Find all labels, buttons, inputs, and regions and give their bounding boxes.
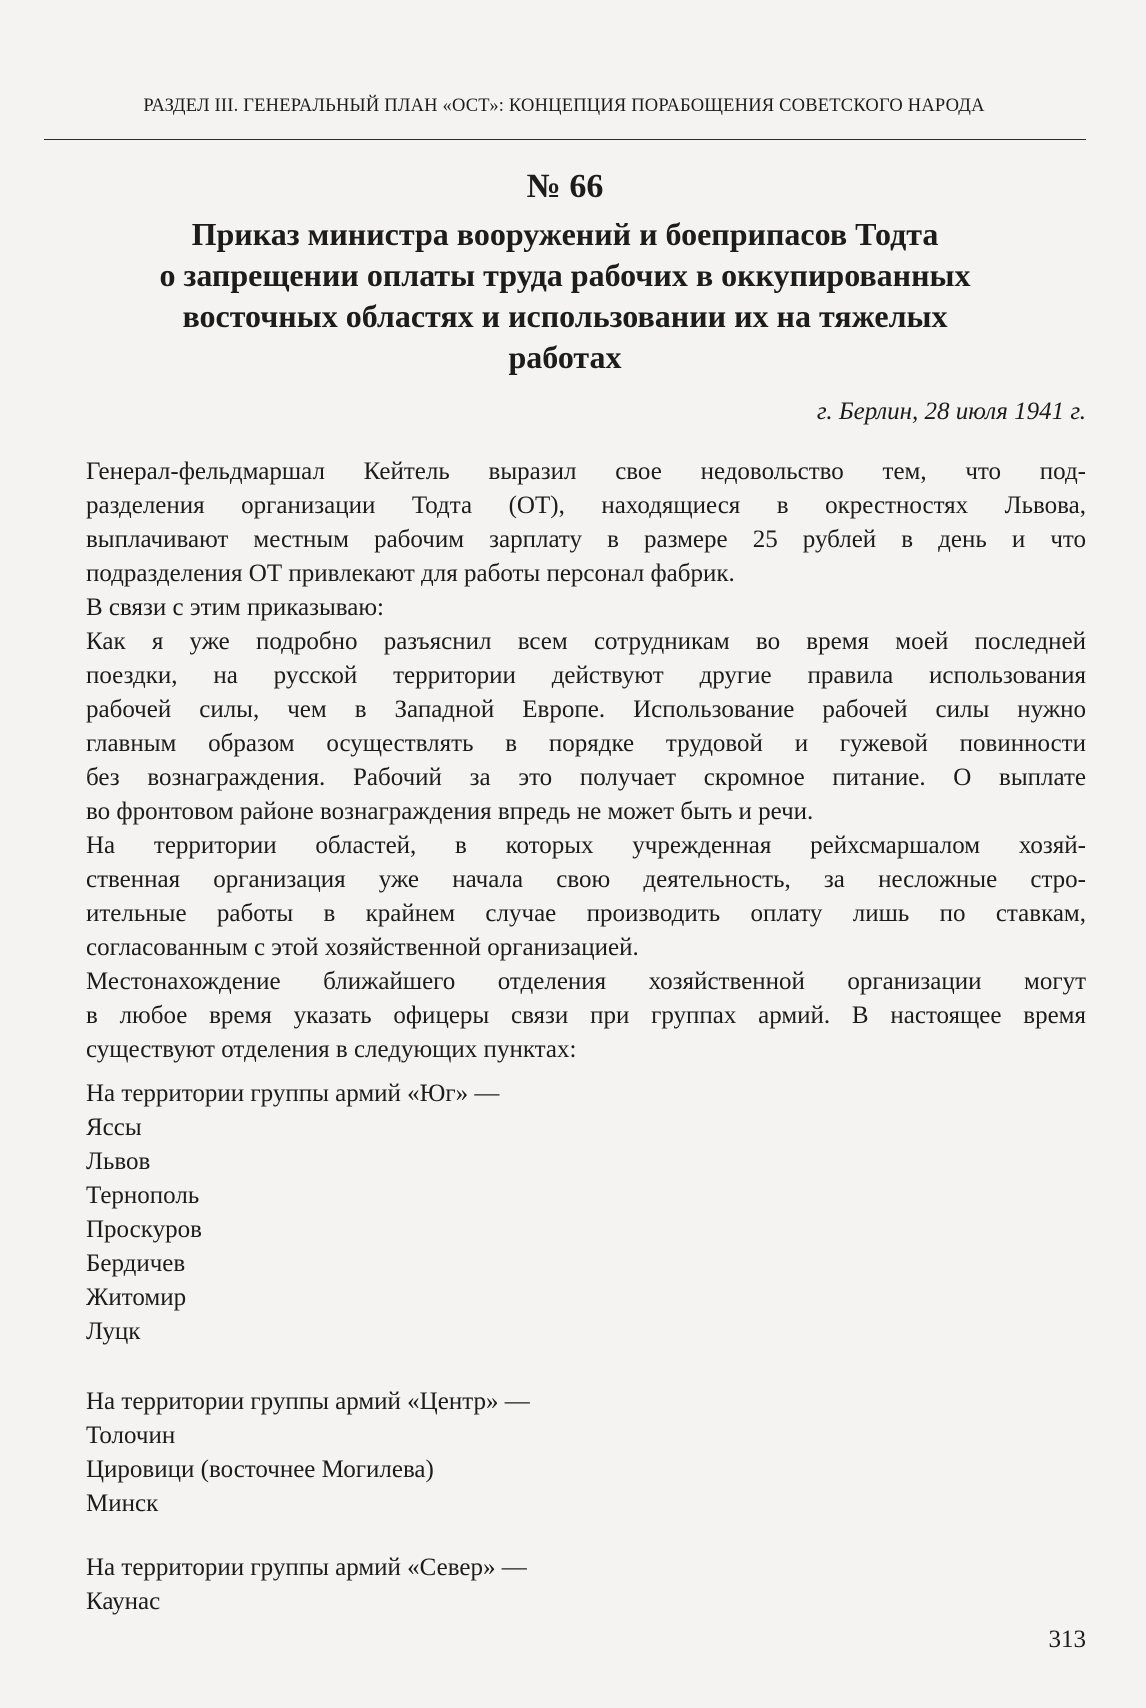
city-item: Проскуров [86,1216,202,1243]
city-item: Толочин [86,1422,176,1449]
paragraph-4 [86,829,1086,965]
page-number: 313 [1048,1626,1086,1653]
text-line: поездки, на русской территории действуют другие правила использования [86,662,1086,689]
city-item: Цировици (восточнее Могилева) [86,1456,434,1483]
text-line: без вознаграждения. Рабочий за это получает скромное питание. О выплате [86,764,1086,791]
title-line: о запрещении оплаты труда рабочих в оккупированных [159,257,971,293]
city-item: Луцк [86,1318,141,1345]
document-title [80,214,1050,378]
city-item: Каунас [86,1588,161,1615]
place-date: г. Берлин, 28 июля 1941 г. [816,398,1086,425]
running-head: РАЗДЕЛ III. ГЕНЕРАЛЬНЫЙ ПЛАН «ОСТ»: КОНЦЕПЦИЯ ПОРАБОЩЕНИЯ СОВЕТСКОГО НАРОДА [143,96,985,116]
text-line: в любое время указать офицеры связи при группах армий. В настоящее время [86,1002,1086,1029]
text-line: В связи с этим приказываю: [86,594,384,621]
text-line: Как я уже подробно разъяснил всем сотрудникам во время моей последней [86,628,1086,655]
city-item: Яссы [86,1114,142,1141]
body-text [86,455,1086,1067]
locations-heading: На территории группы армий «Север» — [86,1554,527,1581]
text-line: Местонахождение ближайшего отделения хозяйственной организации могут [86,968,1086,995]
paragraph-2 [86,591,1086,625]
text-line: во фронтовом районе вознаграждения впредь не может быть и речи. [86,798,814,825]
paragraph-5 [86,965,1086,1067]
document-number: № 66 [526,168,604,205]
city-item: Бердичев [86,1250,186,1277]
text-line: подразделения ОТ привлекают для работы персонал фабрик. [86,560,735,587]
title-line: восточных областях и использовании их на тяжелых [182,298,948,334]
locations-south [86,1077,499,1349]
text-line: выплачивают местным рабочим зарплату в размере 25 рублей в день и что [86,526,1086,553]
locations-center [86,1385,530,1521]
paragraph-1 [86,455,1086,591]
header-rule [44,139,1086,140]
text-line: Генерал-фельдмаршал Кейтель выразил свое недовольство тем, что под- [86,458,1086,485]
text-line: ственная организация уже начала свою деятельность, за несложные стро- [86,866,1086,893]
city-item: Житомир [86,1284,187,1311]
paragraph-3 [86,625,1086,829]
text-line: На территории областей, в которых учрежденная рейхсмаршалом хозяй- [86,832,1086,859]
city-item: Тернополь [86,1182,200,1209]
text-line: главным образом осуществлять в порядке трудовой и гужевой повинности [86,730,1086,757]
text-line: существуют отделения в следующих пунктах: [86,1036,577,1063]
locations-heading: На территории группы армий «Центр» — [86,1388,530,1415]
title-line: Приказ министра вооружений и боеприпасов Тодта [191,216,939,252]
text-line: рабочей силы, чем в Западной Европе. Использование рабочей силы нужно [86,696,1086,723]
locations-heading: На территории группы армий «Юг» — [86,1080,500,1107]
city-item: Минск [86,1490,159,1517]
text-line: ительные работы в крайнем случае производить оплату лишь по ставкам, [86,900,1086,927]
city-item: Львов [86,1148,151,1175]
text-line: согласованным с этой хозяйственной организацией. [86,934,639,961]
title-line: работах [508,339,622,375]
locations-north [86,1551,527,1619]
text-line: разделения организации Тодта (ОТ), находящиеся в окрестностях Львова, [86,492,1086,519]
